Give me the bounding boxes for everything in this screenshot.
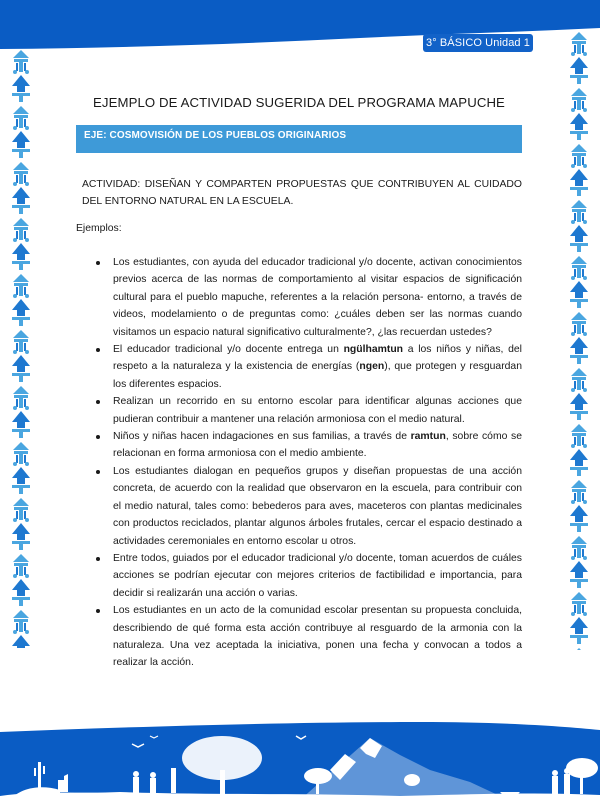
bullet-icon xyxy=(96,557,100,561)
list-item xyxy=(94,428,522,463)
examples-list xyxy=(94,254,522,672)
list-item xyxy=(94,341,522,393)
bullet-icon xyxy=(96,435,100,439)
bullet-icon xyxy=(96,261,100,265)
mapuche-textile-pattern-icon xyxy=(566,30,592,650)
mapuche-textile-pattern-icon xyxy=(8,48,34,648)
list-item xyxy=(94,550,522,602)
mapudungun-term: ngen xyxy=(359,361,385,373)
landscape-silhouette-icon xyxy=(0,700,600,800)
mapudungun-term: ramtun xyxy=(410,431,446,443)
activity-heading: ACTIVIDAD: DISEÑAN Y COMPARTEN PROPUESTAS QUE CONTRIBUYEN AL CUIDADO DEL ENTORNO NATURAL EN LA ESCUELA. xyxy=(82,179,522,207)
list-item xyxy=(94,463,522,550)
grade-badge: 3° BÁSICO Unidad 1 xyxy=(423,34,533,52)
list-item xyxy=(94,602,522,672)
list-item-text: ), que protegen y resguardan los diferentes espacios. xyxy=(113,361,522,390)
list-item-text: Entre todos, guiados por el educador tradicional y/o docente, toman acuerdos de cuáles acciones se podrían ejecutar con mejores criterios de factibilidad e importancia, para decidir si realizarán una acción o varias. xyxy=(113,552,522,599)
mapudungun-term: ngülhamtun xyxy=(343,344,404,356)
list-item-text: Realizan un recorrido en su entorno escolar para identificar algunas acciones que pudieran contribuir a mantener una relación armoniosa con el medio natural. xyxy=(113,396,522,425)
list-item-text: a los niños y niñas, del respeto a la naturaleza y la existencia de energías ( xyxy=(113,344,522,373)
bullet-icon xyxy=(96,470,100,474)
bullet-icon xyxy=(96,400,100,404)
examples-label: Ejemplos: xyxy=(76,223,122,234)
list-item-text: Los estudiantes dialogan en pequeños grupos y diseñan propuestas de una acción concreta, de acuerdo con la realidad que observaron en la escuela, para contribuir con el medio natural, tales como: bebederos para aves, maceteros con plantas medicinales con productos reciclados, plantar algunos árboles frutales, cercar el espacio destinado a actividades ceremoniales en entorno escolar u otros. xyxy=(113,465,522,547)
list-item-text: El educador tradicional y/o docente entrega un xyxy=(113,344,344,356)
list-item xyxy=(94,393,522,428)
list-item-text: Los estudiantes en un acto de la comunidad escolar presentan su propuesta concluida, describiendo de qué forma esta acción contribuye al resguardo de la armonia con la naturaleza. Una vez aceptada la iniciativa, ponen una fecha y convocan a todos a realizar la acción. xyxy=(113,605,522,669)
list-item-text: , sobre cómo se relacionan en forma armoniosa con el medio ambiente. xyxy=(113,431,522,460)
list-item-text: Niños y niñas hacen indagaciones en sus familias, a través de xyxy=(113,431,411,443)
list-item xyxy=(94,254,522,341)
bullet-icon xyxy=(96,609,100,613)
eje-banner: EJE: COSMOVISIÓN DE LOS PUEBLOS ORIGINARIOS xyxy=(76,125,522,153)
list-item-text: Los estudiantes, con ayuda del educador tradicional y/o docente, activan conocimientos previos acerca de las normas de comportamiento al visitar espacios de significación cultural para el pueblo mapuche, referentes a la relación persona- entorno, a través de videos, modelamiento o de preguntas como: ¿cuáles deben ser las normas cuando visitamos un espacio natural significativo culturalmente?, ¿las recuerdan ustedes? xyxy=(113,257,522,338)
bullet-icon xyxy=(96,348,100,352)
page-title: EJEMPLO DE ACTIVIDAD SUGERIDA DEL PROGRAMA MAPUCHE xyxy=(93,95,505,110)
